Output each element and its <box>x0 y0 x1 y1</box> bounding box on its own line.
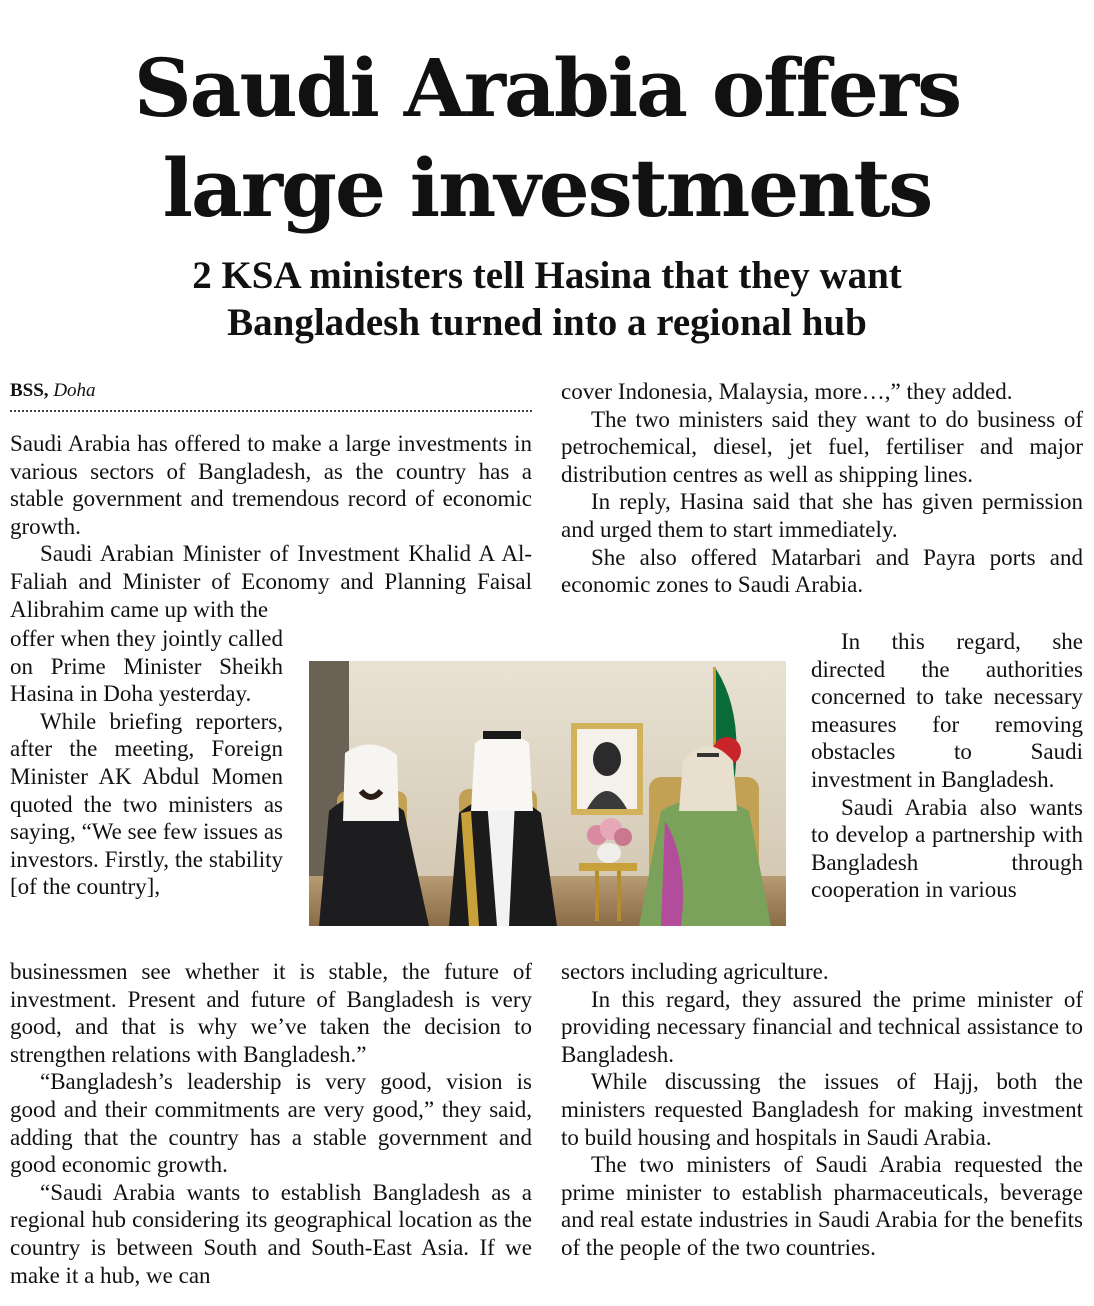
byline <box>10 380 96 402</box>
right-column-narrow <box>811 628 1083 904</box>
paragraph-12: While discussing the issues of Hajj, both the ministers requested Bangladesh for making investment to build housing and hospitals in Saudi Arabia. <box>561 1069 1083 1150</box>
paragraph-8: She also offered Matarbari and Payra ports and economic zones to Saudi Arabia. <box>561 544 1083 598</box>
news-photo <box>309 661 786 926</box>
paragraph-1: Saudi Arabia has offered to make a large investments in various sectors of Bangladesh, as the country has a stable government and tremendous record of economic growth. <box>10 431 532 539</box>
headline <box>0 38 1094 238</box>
right-column-bottom <box>561 958 1083 1262</box>
paragraph-10-continued: sectors including agriculture. <box>561 959 829 984</box>
right-column-top <box>561 378 1083 599</box>
left-column-bottom <box>10 958 532 1289</box>
paragraph-3: While briefing reporters, after the meeting, Foreign Minister AK Abdul Momen quoted the two ministers as saying, “We see few issues as investors. Firstly, the stability [of the country], <box>10 708 283 900</box>
left-column-narrow <box>10 625 283 901</box>
subheadline-line-2: Bangladesh turned into a regional hub <box>227 301 867 344</box>
paragraph-11: In this regard, they assured the prime minister of providing necessary financial and technical assistance to Bangladesh. <box>561 986 1083 1067</box>
byline-location: Doha <box>53 380 96 401</box>
paragraph-13: The two ministers of Saudi Arabia requested the prime minister to establish pharmaceuticals, beverage and real estate industries in Saudi Arabia for the benefits of the people of the two countries. <box>561 1152 1083 1260</box>
paragraph-2-continued: offer when they jointly called on Prime Minister Sheikh Hasina in Doha yesterday. <box>10 626 283 707</box>
subheadline-line-1: 2 KSA ministers tell Hasina that they want <box>192 254 902 297</box>
headline-line-1: Saudi Arabia offers <box>133 41 961 135</box>
paragraph-4: “Bangladesh’s leadership is very good, vision is good and their commitments are very good,” they said, adding that the country has a stable government and good economic growth. <box>10 1069 532 1178</box>
paragraph-2: Saudi Arabian Minister of Investment Khalid A Al-Faliah and Minister of Economy and Planning Faisal Alibrahim came up with the <box>10 541 532 622</box>
byline-divider <box>10 410 532 412</box>
byline-agency: BSS, <box>10 380 49 401</box>
left-column-top <box>10 430 532 623</box>
paragraph-5-continued: cover Indonesia, Malaysia, more…,” they added. <box>561 379 1013 404</box>
paragraph-9: In this regard, she directed the authorities concerned to take necessary measures for removing obstacles to Saudi investment in Bangladesh. <box>811 629 1083 792</box>
paragraph-3-continued: businessmen see whether it is stable, the future of investment. Present and future of Bangladesh is very good, and that is why we’ve taken the decision to strengthen relations with Bangladesh.” <box>10 959 532 1067</box>
headline-line-2: large investments <box>162 141 932 235</box>
paragraph-5: “Saudi Arabia wants to establish Bangladesh as a regional hub considering its geographical location as the country is between South and South-East Asia. If we make it a hub, we can <box>10 1179 532 1288</box>
paragraph-7: In reply, Hasina said that she has given permission and urged them to start immediately. <box>561 489 1083 542</box>
paragraph-10: Saudi Arabia also wants to develop a partnership with Bangladesh through cooperation in various <box>811 794 1083 903</box>
subheadline <box>0 252 1094 346</box>
paragraph-6: The two ministers said they want to do business of petrochemical, diesel, jet fuel, fertiliser and major distribution centres as well as shipping lines. <box>561 406 1083 487</box>
